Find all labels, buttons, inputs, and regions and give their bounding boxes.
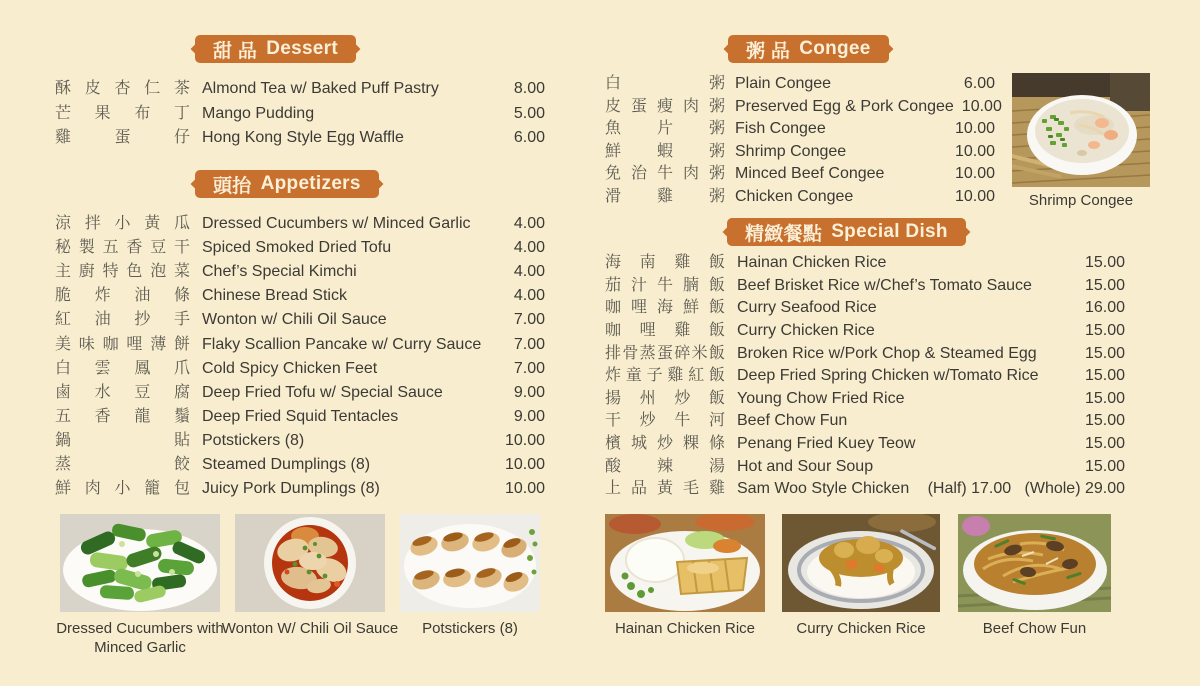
dressed-cucumbers-photo [60,514,220,612]
dish-price: 15.00 [1084,322,1125,340]
menu-row [605,252,1125,275]
menu-row [605,455,1125,478]
dish-name-english: Chinese Bread Stick [202,287,347,305]
hainan-chicken-rice-photo [605,514,765,612]
section-header-special-dish [727,218,966,246]
dish-name-chinese: 涼拌小黃瓜 [55,215,190,233]
dish-price: 16.00 [1084,299,1125,317]
menu-row [55,260,545,284]
dish-price: 4.00 [513,215,545,233]
dish-name-chinese: 炸童子雞紅飯 [605,367,725,385]
dish-price: 5.00 [513,104,545,122]
dish-name-chinese: 酥皮杏仁茶 [55,80,190,98]
dish-name-english: Wonton w/ Chili Oil Sauce [202,311,387,329]
menu-row [55,332,545,356]
menu-row [55,405,545,429]
appetizer-item-list [55,212,545,501]
dish-name-chinese: 秘製五香豆干 [55,239,190,257]
section-title-en: Appetizers [260,173,361,194]
wonton-illustration [235,514,385,612]
menu-row [55,77,545,102]
dish-name-chinese: 茄汁牛腩飯 [605,276,725,294]
section-title-en: Dessert [266,38,338,59]
dish-name-english: Deep Fried Spring Chicken w/Tomato Rice [737,367,1039,385]
congee-item-list [605,73,1002,208]
dish-price: 7.00 [513,335,545,353]
dish-name-chinese: 主廚特色泡菜 [55,263,190,281]
dish-name-english: Preserved Egg & Pork Congee [735,97,954,115]
special-dish-item-list [605,252,1125,501]
menu-row [55,308,545,332]
dish-name-chinese: 鮮肉小籠包 [55,480,190,498]
dish-name-english: Broken Rice w/Pork Chop & Steamed Egg [737,344,1037,362]
section-title-en: Congee [799,38,871,59]
menu-row [55,236,545,260]
dish-price: 15.00 [1084,254,1125,272]
dish-name-chinese: 咖哩海鮮飯 [605,299,725,317]
dish-name-chinese: 干炒牛河 [605,412,725,430]
dish-name-chinese: 皮蛋瘦肉粥 [605,97,725,115]
menu-row [605,118,995,141]
dish-name-chinese: 芒果布丁 [55,104,190,122]
dish-name-chinese: 酸辣湯 [605,457,725,475]
dish-name-english: Spiced Smoked Dried Tofu [202,239,392,257]
section-title-zh: 甜 品 [213,40,258,62]
dish-price: 7.00 [513,311,545,329]
dish-name-chinese: 揚州炒飯 [605,389,725,407]
photo-caption: Dressed Cucumbers with Minced Garlic [56,620,224,656]
wonton-chili-oil-photo [235,514,385,612]
cucumbers-illustration [60,514,220,612]
dish-price: 6.00 [513,129,545,147]
dish-price: 15.00 [1084,435,1125,453]
menu-row [605,342,1125,365]
menu-row [605,96,1002,119]
dish-name-chinese: 雞蛋仔 [55,129,190,147]
dish-price: 8.00 [513,80,545,98]
dish-price: 10.00 [961,97,1002,115]
dish-name-chinese: 免治牛肉粥 [605,165,725,183]
dish-price: 10.00 [954,165,995,183]
dish-name-english: Hong Kong Style Egg Waffle [202,129,404,147]
menu-row [55,212,545,236]
photo-caption: Potstickers (8) [422,620,518,637]
menu-row [605,478,1125,501]
shrimp-congee-illustration [1012,73,1150,187]
menu-row [605,141,995,164]
dish-name-chinese: 美味咖哩薄餅 [55,335,190,353]
section-title-zh: 頭抬 [213,175,252,197]
section-header-dessert [195,35,356,63]
menu-row [55,126,545,151]
menu-row [605,186,995,209]
dish-name-english: Flaky Scallion Pancake w/ Curry Sauce [202,335,482,353]
curry-chicken-rice-photo [782,514,940,612]
dish-price: (Half) 17.00 (Whole) 29.00 [927,480,1125,498]
section-title-en: Special Dish [831,221,948,242]
dish-name-english: Plain Congee [735,75,832,93]
dish-name-english: Deep Fried Squid Tentacles [202,407,399,425]
dish-name-chinese: 滑雞粥 [605,187,725,205]
menu-row [55,453,545,477]
dish-price: 6.00 [963,75,995,93]
section-header-appetizers [195,170,379,198]
menu-row [605,297,1125,320]
dish-name-chinese: 上品黃毛雞 [605,480,725,498]
menu-row [605,410,1125,433]
dish-price: 4.00 [513,239,545,257]
dish-price: 15.00 [1084,344,1125,362]
dish-name-chinese: 紅油抄手 [55,311,190,329]
dish-name-english: Deep Fried Tofu w/ Special Sauce [202,383,443,401]
potstickers-photo [400,514,540,612]
curry-chicken-illustration [782,514,940,612]
dish-price: 10.00 [954,187,995,205]
menu-row [55,381,545,405]
dish-name-english: Dressed Cucumbers w/ Minced Garlic [202,215,471,233]
photo-caption: Hainan Chicken Rice [614,620,756,637]
menu-row [605,388,1125,411]
menu-row [605,320,1125,343]
menu-row [55,429,545,453]
menu-row [55,357,545,381]
dish-name-english: Hainan Chicken Rice [737,254,887,272]
dish-name-english: Beef Brisket Rice w/Chef’s Tomato Sauce [737,276,1032,294]
dish-name-english: Mango Pudding [202,104,315,122]
photo-caption: Shrimp Congee [1028,192,1134,209]
hainan-chicken-illustration [605,514,765,612]
menu-row [55,477,545,501]
dish-name-chinese: 咖哩雞飯 [605,322,725,340]
menu-row [605,73,995,96]
photo-caption: Beef Chow Fun [982,620,1087,637]
dish-name-english: Almond Tea w/ Baked Puff Pastry [202,80,439,98]
dish-price: 10.00 [504,480,545,498]
dish-price: 15.00 [1084,367,1125,385]
dish-name-chinese: 鮮蝦粥 [605,142,725,160]
shrimp-congee-photo [1012,73,1150,187]
dish-price: 10.00 [504,455,545,473]
dish-name-chinese: 檳城炒粿條 [605,435,725,453]
dish-price: 9.00 [513,383,545,401]
dish-price: 10.00 [954,120,995,138]
photo-caption: Wonton W/ Chili Oil Sauce [221,620,399,637]
dish-price: 15.00 [1084,412,1125,430]
dish-name-chinese: 鹵水豆腐 [55,383,190,401]
dish-name-english: Juicy Pork Dumplings (8) [202,480,380,498]
dish-name-english: Shrimp Congee [735,142,847,160]
beef-chow-fun-photo [958,514,1111,612]
dish-name-chinese: 白粥 [605,75,725,93]
dish-name-english: Minced Beef Congee [735,165,885,183]
dish-name-english: Young Chow Fried Rice [737,389,905,407]
menu-row [605,275,1125,298]
section-header-congee [728,35,889,63]
dish-name-english: Chef’s Special Kimchi [202,263,357,281]
dish-price: 15.00 [1084,457,1125,475]
dish-name-english: Hot and Sour Soup [737,457,874,475]
dish-price: 9.00 [513,407,545,425]
dish-name-english: Potstickers (8) [202,431,305,449]
dish-name-english: Cold Spicy Chicken Feet [202,359,378,377]
dish-name-english: Sam Woo Style Chicken [737,480,910,498]
menu-row [605,365,1125,388]
dish-name-chinese: 五香龍鬚 [55,407,190,425]
dish-price: 10.00 [954,142,995,160]
dish-name-chinese: 鍋貼 [55,431,190,449]
menu-row [55,284,545,308]
dish-name-chinese: 魚片粥 [605,120,725,138]
menu-row [605,433,1125,456]
potstickers-illustration [400,514,540,612]
dish-price: 4.00 [513,287,545,305]
dish-name-chinese: 白雲鳳爪 [55,359,190,377]
dish-price: 7.00 [513,359,545,377]
dish-name-english: Beef Chow Fun [737,412,848,430]
dish-name-english: Curry Chicken Rice [737,322,875,340]
dish-name-english: Chicken Congee [735,187,854,205]
dish-price: 10.00 [504,431,545,449]
dish-name-english: Penang Fried Kuey Teow [737,435,916,453]
beef-chow-fun-illustration [958,514,1111,612]
dish-name-english: Fish Congee [735,120,826,138]
dish-price: 15.00 [1084,389,1125,407]
dish-name-chinese: 蒸餃 [55,455,190,473]
dish-name-english: Curry Seafood Rice [737,299,877,317]
dish-name-chinese: 脆炸油條 [55,287,190,305]
dessert-item-list [55,77,545,151]
dish-name-english: Steamed Dumplings (8) [202,455,371,473]
menu-row [55,102,545,127]
photo-caption: Curry Chicken Rice [796,620,926,637]
dish-price: 15.00 [1084,276,1125,294]
dish-price: 4.00 [513,263,545,281]
menu-row [605,163,995,186]
dish-name-chinese: 排骨蒸蛋碎米飯 [605,344,725,362]
section-title-zh: 粥 品 [746,40,791,62]
dish-name-chinese: 海南雞飯 [605,254,725,272]
section-title-zh: 精緻餐點 [745,223,823,245]
